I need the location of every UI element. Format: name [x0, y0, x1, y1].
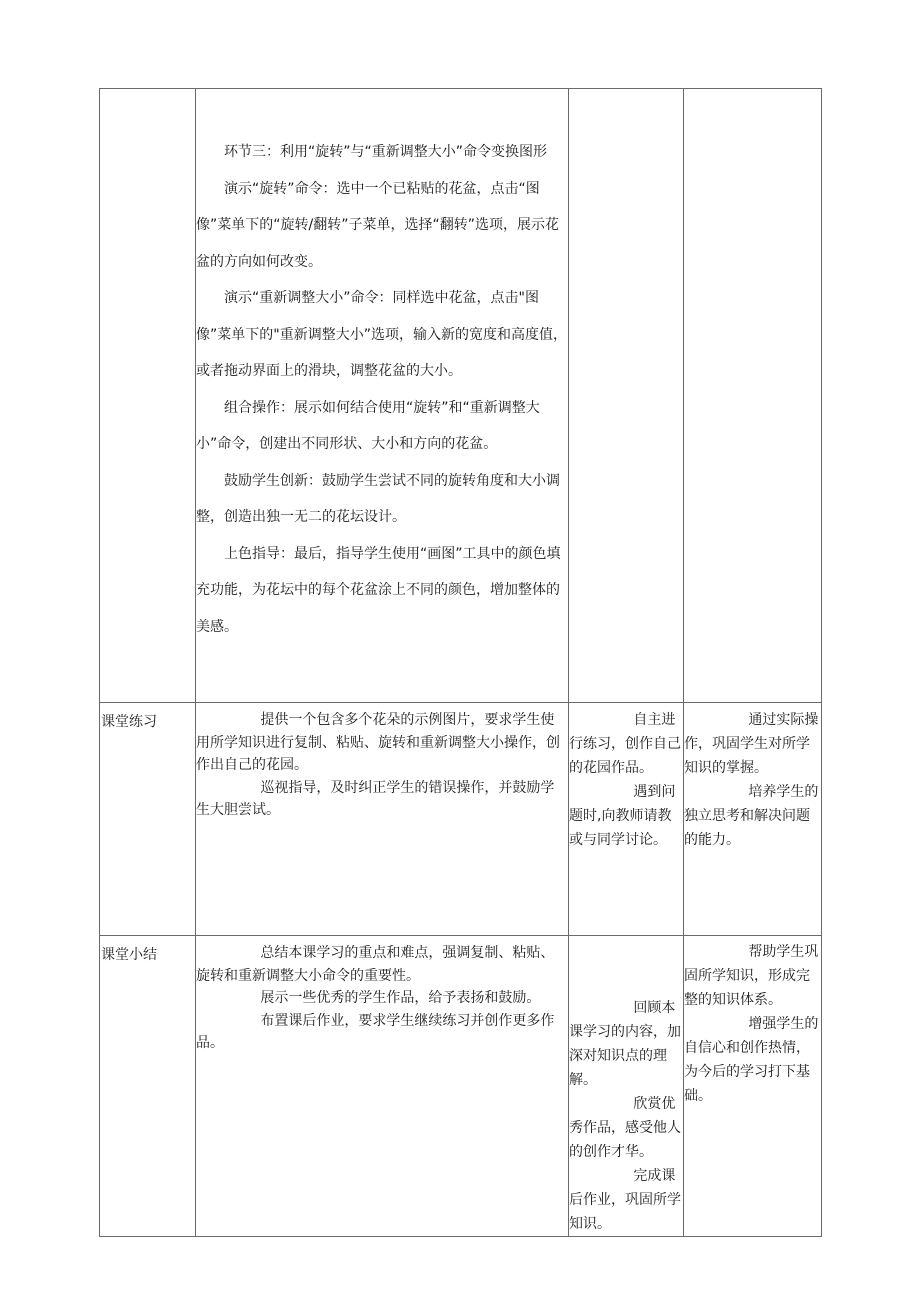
teacher-paragraph: 组合操作：展示如何结合使用“旋转”和“重新调整大小”命令，创建出不同形状、大小和方向的花盆。	[196, 399, 540, 452]
student-activity-cell	[569, 936, 684, 1237]
student-paragraph: 遇到问题时,向教师请教或与同学讨论。	[569, 784, 676, 848]
student-paragraph: 欣赏优秀作品，感受他人的创作才华。	[569, 1096, 681, 1160]
design-purpose-cell	[684, 703, 822, 936]
stage-cell	[100, 89, 196, 703]
teacher-paragraph: 总结本课学习的重点和难点，强调复制、粘贴、旋转和重新调整大小命令的重要性。	[196, 945, 555, 984]
table-row-summary	[100, 936, 822, 1237]
design-purpose-cell	[684, 89, 822, 703]
teacher-paragraph: 演示“旋转”命令：选中一个已粘贴的花盆，点击“图像”菜单下的“旋转/翻转”子菜单，选择“翻转”选项，展示花盆的方向如何改变。	[196, 180, 559, 270]
teacher-activity-cell	[196, 703, 569, 936]
teacher-activity-cell	[196, 936, 569, 1237]
stage-cell	[100, 703, 196, 936]
lesson-plan-table	[99, 88, 822, 1237]
teacher-paragraph: 上色指导：最后，指导学生使用“画图”工具中的颜色填充功能，为花坛中的每个花盆涂上不同的颜色，增加整体的美感。	[196, 545, 561, 635]
stage-label: 课堂小结	[101, 947, 157, 963]
design-purpose-cell	[684, 936, 822, 1237]
teacher-activity-cell	[196, 89, 569, 703]
step3-heading: 环节三：利用“旋转”与“重新调整大小”命令变换图形	[224, 144, 548, 160]
student-activity-cell	[569, 703, 684, 936]
stage-label	[100, 89, 195, 97]
purpose-paragraph: 帮助学生巩固所学知识，形成完整的知识体系。	[684, 944, 819, 1008]
student-paragraph: 回顾本课学习的内容，加深对知识点的理解。	[569, 1000, 681, 1088]
teacher-paragraph: 鼓励学生创新：鼓励学生尝试不同的旋转角度和大小调整，创造出独一无二的花坛设计。	[196, 472, 560, 525]
teacher-paragraph: 布置课后作业，要求学生继续练习并创作更多作品。	[196, 1012, 555, 1051]
student-paragraph: 自主进行练习，创作自己的花园作品。	[569, 712, 681, 776]
student-activity-cell	[569, 89, 684, 703]
student-paragraph: 完成课后作业，巩固所学知识。	[569, 1168, 681, 1232]
purpose-paragraph: 培养学生的独立思考和解决问题的能力。	[684, 784, 819, 848]
table-row-practice	[100, 703, 822, 936]
stage-label: 课堂练习	[101, 714, 157, 730]
purpose-paragraph: 通过实际操作，巩固学生对所学知识的掌握。	[684, 712, 819, 776]
teacher-paragraph: 巡视指导，及时纠正学生的错误操作，并鼓励学生大胆尝试。	[196, 779, 555, 818]
purpose-paragraph: 增强学生的自信心和创作热情，为今后的学习打下基础。	[684, 1016, 819, 1104]
teacher-paragraph: 提供一个包含多个花朵的示例图片，要求学生使用所学知识进行复制、粘贴、旋转和重新调整大小操作，创作出自己的花园。	[196, 712, 560, 773]
teacher-paragraph: 演示“重新调整大小”命令：同样选中花盆，点击"图像”菜单下的"重新调整大小”选项，输入新的宽度和高度值，或者拖动界面上的滑块，调整花盆的大小。	[196, 290, 567, 379]
table-row-step3	[100, 89, 822, 703]
stage-cell	[100, 936, 196, 1237]
teacher-paragraph: 展示一些优秀的学生作品，给予表扬和鼓励。	[260, 990, 541, 1006]
